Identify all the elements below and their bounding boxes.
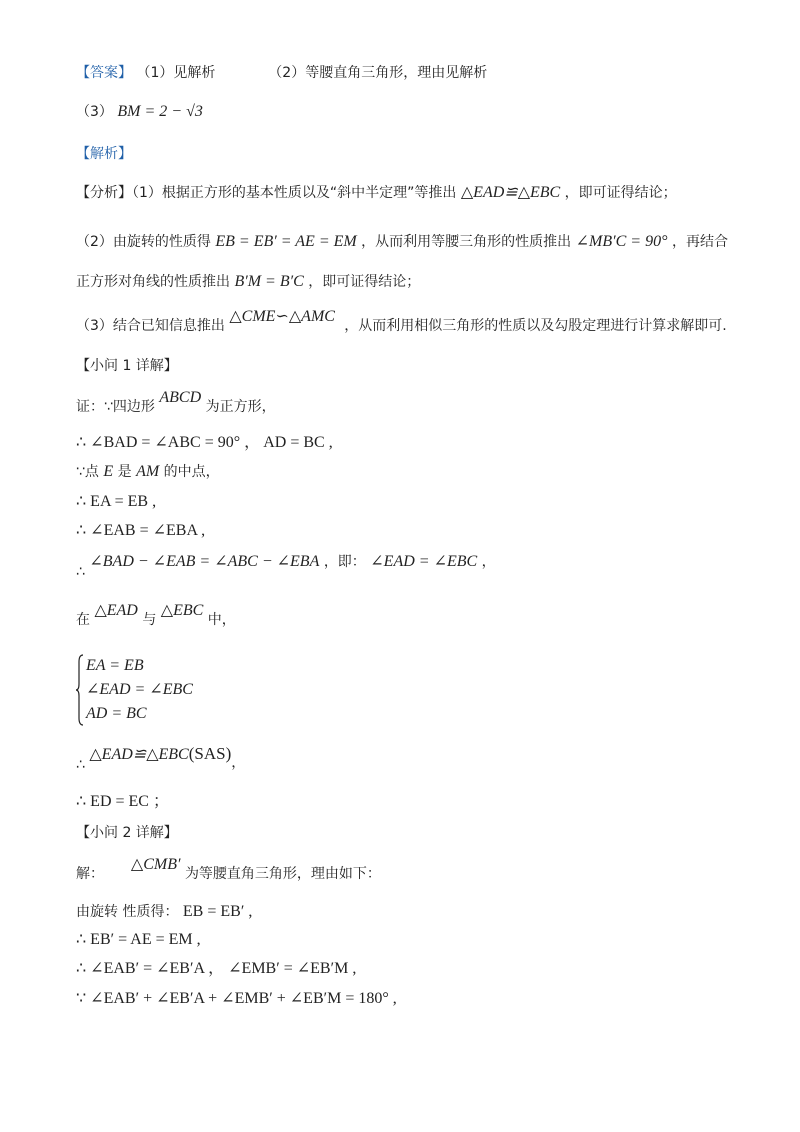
analysis-line-4: （3）结合已知信息推出 △CME∽△AMC ，从而利用相似三角形的性质以及勾股定理进行计算求解即可. — [76, 308, 727, 334]
analysis-line-2: （2）由旋转的性质得 EB = EB′ = AE = EM ，从而利用等腰三角形的性质推出 ∠MB′C = 90° ，再结合 — [76, 233, 728, 250]
analysis-tag: 【解析】 — [76, 146, 132, 162]
answer-tag: 【答案】 — [76, 65, 132, 81]
answer-line-3: （3） BM = 2 − √3 — [76, 103, 203, 120]
q2-heading: 【小问 2 详解】 — [76, 825, 178, 841]
analysis-line-1: 【分析】（1）根据正方形的基本性质以及“斜中半定理”等推出 △EAD≌△EBC ，即可证得结论； — [76, 184, 677, 201]
analysis-line-3: 正方形对角线的性质推出 B′M = B′C ，即可证得结论； — [76, 273, 421, 290]
q1-step-4: ∴ EA = EB , — [76, 493, 157, 510]
q2-step-1: 解： △CMB′ 为等腰直角三角形，理由如下： — [76, 856, 381, 882]
answer-line — [76, 63, 487, 83]
q1-step-8: ∴ △EAD≌△EBC(SAS)， — [76, 744, 246, 773]
answer-part-2: （2）等腰直角三角形，理由见解析 — [268, 65, 488, 81]
q2-step-3: ∴ EB′ = AE = EM , — [76, 931, 201, 948]
q1-step-1: 证：∵四边形 ABCD 为正方形， — [76, 389, 276, 415]
q2-step-4: ∴ ∠EAB′ = ∠EB′A ， ∠EMB′ = ∠EB′M , — [76, 960, 357, 977]
q1-step-2: ∴ ∠BAD = ∠ABC = 90° ， AD = BC , — [76, 434, 333, 451]
q1-step-3: ∵点 E 是 AM 的中点， — [76, 463, 220, 480]
equation-system — [76, 654, 216, 726]
q1-step-9: ∴ ED = EC ； — [76, 793, 169, 810]
system-row: EA = EB — [86, 657, 144, 674]
q1-step-5: ∴ ∠EAB = ∠EBA , — [76, 522, 206, 539]
q1-step-7: 在 △EAD 与 △EBC 中， — [76, 602, 236, 628]
q1-heading: 【小问 1 详解】 — [76, 358, 178, 374]
left-brace-icon — [76, 654, 84, 726]
answer-part-1: （1）见解析 — [136, 65, 216, 81]
system-row: AD = BC — [86, 705, 147, 722]
q2-step-2: 由旋转 性质得： EB = EB′ , — [76, 903, 253, 920]
q2-step-5: ∵ ∠EAB′ + ∠EB′A + ∠EMB′ + ∠EB′M = 180° , — [76, 990, 397, 1007]
q1-step-6: ∴ ∠BAD − ∠EAB = ∠ABC − ∠EBA ，即： ∠EAD = ∠EBC ， — [76, 553, 496, 580]
answer-part-3-expr: BM = 2 − √3 — [117, 103, 203, 120]
system-row: ∠EAD = ∠EBC — [86, 681, 193, 698]
